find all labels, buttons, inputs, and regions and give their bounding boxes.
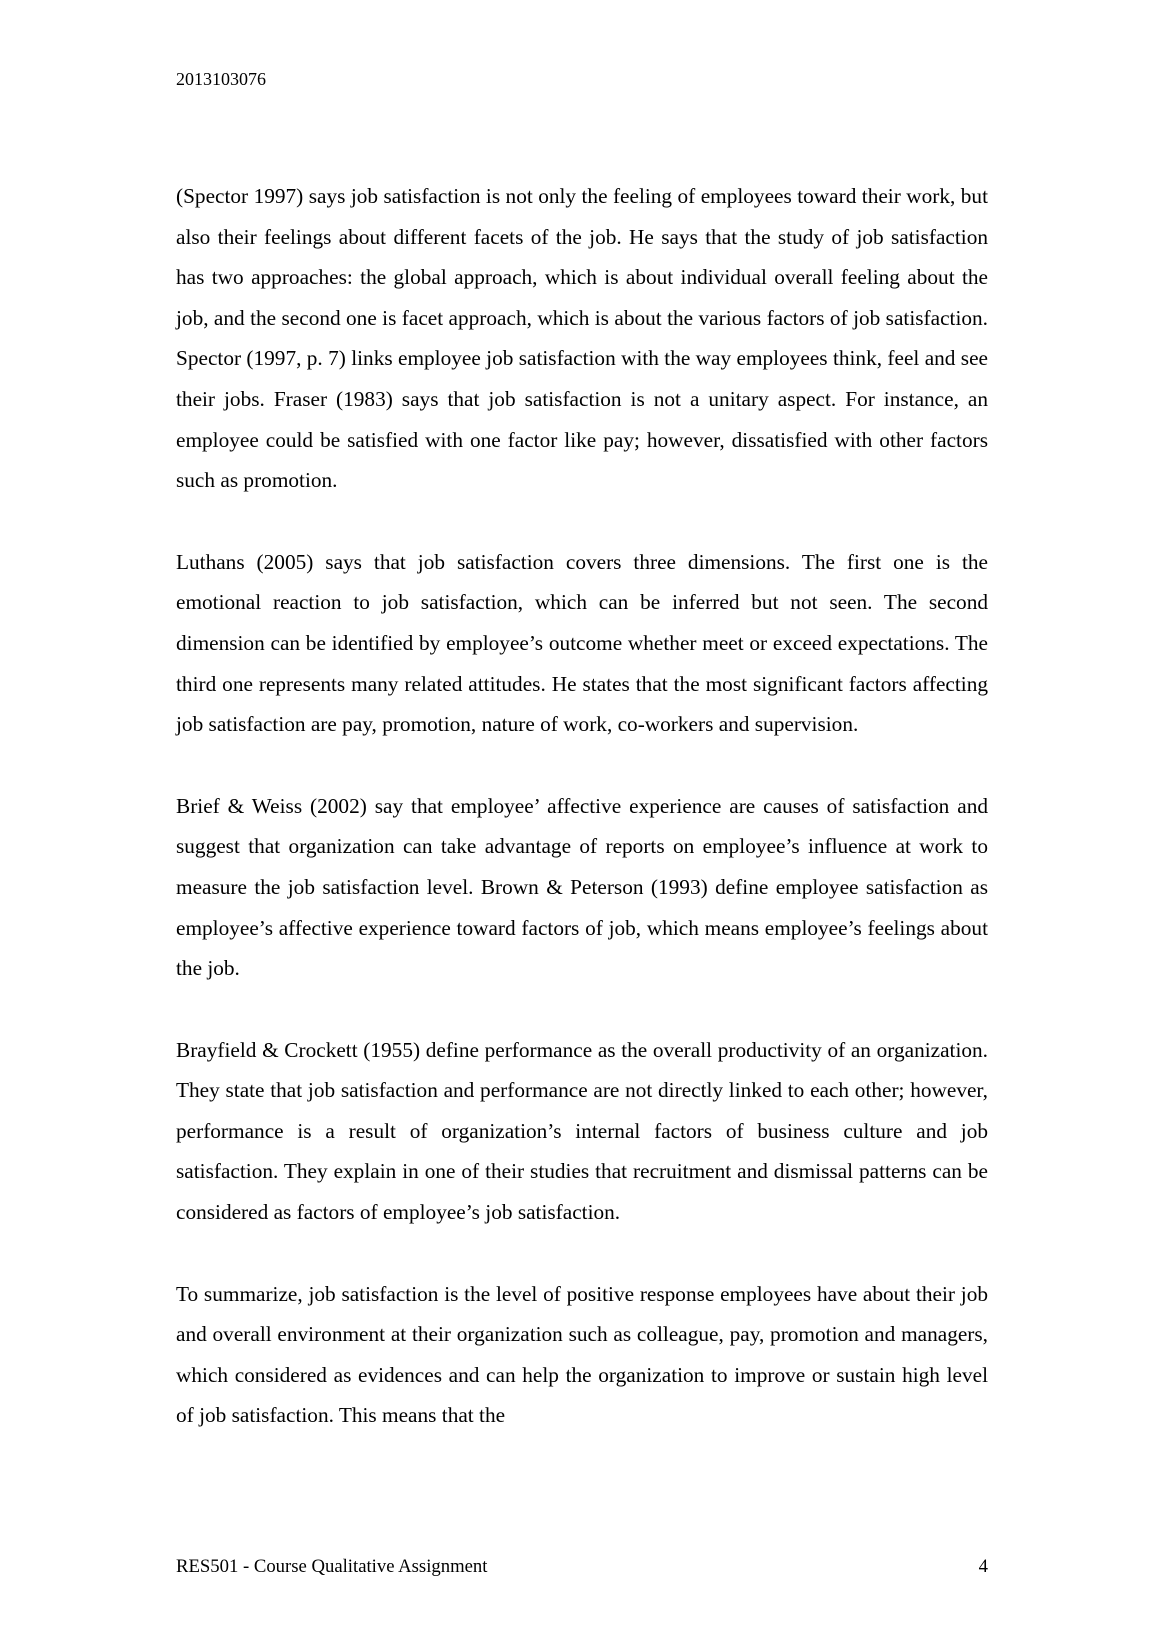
- footer-course-title: RES501 - Course Qualitative Assignment: [176, 1556, 488, 1577]
- document-body: [176, 176, 988, 1477]
- paragraph-summary: To summarize, job satisfaction is the level of positive response employees have about their job and overall environment at their organization such as colleague, pay, promotion and managers, which considered as evidences and can help the organization to improve or sustain high level of job satisfaction. This means that the: [176, 1281, 988, 1428]
- paragraph-brayfield-crockett: Brayfield & Crockett (1955) define performance as the overall productivity of an organization. They state that job satisfaction and performance are not directly linked to each other; however, performance is a result of organization’s internal factors of business culture and job satisfaction. They explain in one of their studies that recruitment and dismissal patterns can be considered as factors of employee’s job satisfaction.: [176, 1037, 988, 1225]
- paragraph-luthans: Luthans (2005) says that job satisfaction covers three dimensions. The first one is the emotional reaction to job satisfaction, which can be inferred but not seen. The second dimension can be identified by employee’s outcome whether meet or exceed expectations. The third one represents many related attitudes. He states that the most significant factors affecting job satisfaction are pay, promotion, nature of work, co-workers and supervision.: [176, 549, 988, 737]
- paragraph-brief-weiss: Brief & Weiss (2002) say that employee’ affective experience are causes of satisfaction and suggest that organization can take advantage of reports on employee’s influence at work to measure the job satisfaction level. Brown & Peterson (1993) define employee satisfaction as employee’s affective experience toward factors of job, which means employee’s feelings about the job.: [176, 793, 988, 981]
- footer-page-number: 4: [978, 1556, 988, 1577]
- page-header-student-id: 2013103076: [176, 69, 266, 89]
- paragraph-spector: (Spector 1997) says job satisfaction is not only the feeling of employees toward their work, but also their feelings about different facets of the job. He says that the study of job satisfaction has two approaches: the global approach, which is about individual overall feeling about the job, and the second one is facet approach, which is about the various factors of job satisfaction. Spector (1997, p. 7) links employee job satisfaction with the way employees think, feel and see their jobs. Fraser (1983) says that job satisfaction is not a unitary aspect. For instance, an employee could be satisfied with one factor like pay; however, dissatisfied with other factors such as promotion.: [176, 184, 988, 493]
